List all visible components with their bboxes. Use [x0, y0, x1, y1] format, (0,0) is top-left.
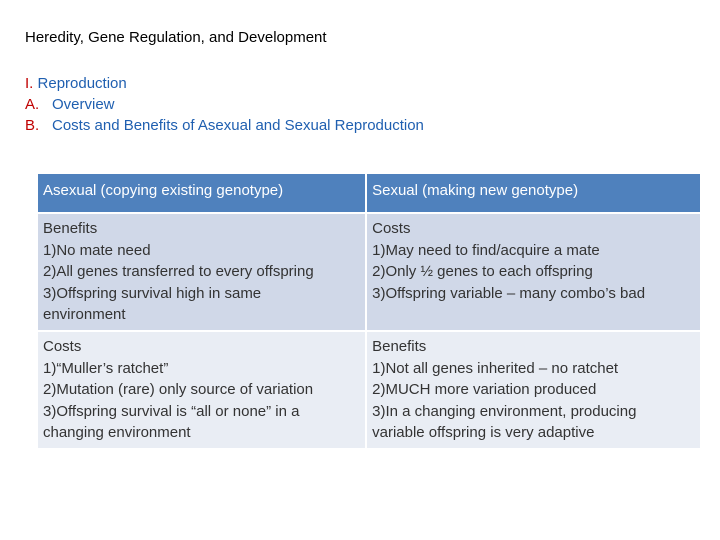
cell-line: 3)Offspring variable – many combo’s bad [372, 284, 646, 302]
cell-line: 3)Offspring survival high in same [43, 284, 262, 302]
cell-line: Costs [372, 220, 411, 237]
table-cell [38, 332, 365, 448]
cell-line: 3)In a changing environment, producing [372, 402, 637, 420]
cell-line: Costs [43, 337, 82, 355]
outline-marker: I. [25, 75, 34, 92]
cell-line: variable offspring is very adaptive [372, 424, 595, 442]
cell-line: 2)Mutation (rare) only source of variation [43, 381, 314, 399]
cell-line: 1)“Muller’s ratchet” [43, 359, 169, 377]
cell-line: 3)Offspring survival is “all or none” in a [43, 402, 300, 420]
header-cell-asexual: Asexual (copying existing genotype) [38, 174, 365, 212]
cell-line: 2)MUCH more variation produced [372, 381, 597, 399]
cell-line: environment [43, 306, 126, 324]
table-row [38, 332, 700, 448]
cell-line: Benefits [43, 220, 98, 237]
cell-line: 1)May need to find/acquire a mate [372, 241, 600, 259]
outline-item-reproduction [25, 73, 424, 94]
outline-item-costs-benefits [25, 115, 424, 136]
outline-text: Overview [52, 96, 115, 113]
table-header-row [38, 174, 700, 212]
comparison-table [36, 172, 702, 450]
outline-text: Reproduction [37, 75, 127, 92]
outline-marker: A. [25, 96, 40, 113]
cell-line: 2)Only ½ genes to each offspring [372, 263, 593, 281]
cell-line: 2)All genes transferred to every offspring [43, 263, 314, 281]
outline [25, 73, 424, 136]
cell-line: Benefits [372, 337, 427, 355]
cell-line: 1)No mate need [43, 241, 151, 259]
header-cell-sexual: Sexual (making new genotype) [367, 174, 700, 212]
cell-line: changing environment [43, 424, 191, 442]
cell-line: 1)Not all genes inherited – no ratchet [372, 359, 619, 377]
table-cell [367, 214, 700, 330]
table-row [38, 214, 700, 330]
outline-item-overview [25, 94, 424, 115]
page-title: Heredity, Gene Regulation, and Development [25, 29, 327, 46]
table-cell [38, 214, 365, 330]
table-cell [367, 332, 700, 448]
outline-marker: B. [25, 117, 40, 134]
outline-text: Costs and Benefits of Asexual and Sexual Reproduction [52, 117, 424, 134]
